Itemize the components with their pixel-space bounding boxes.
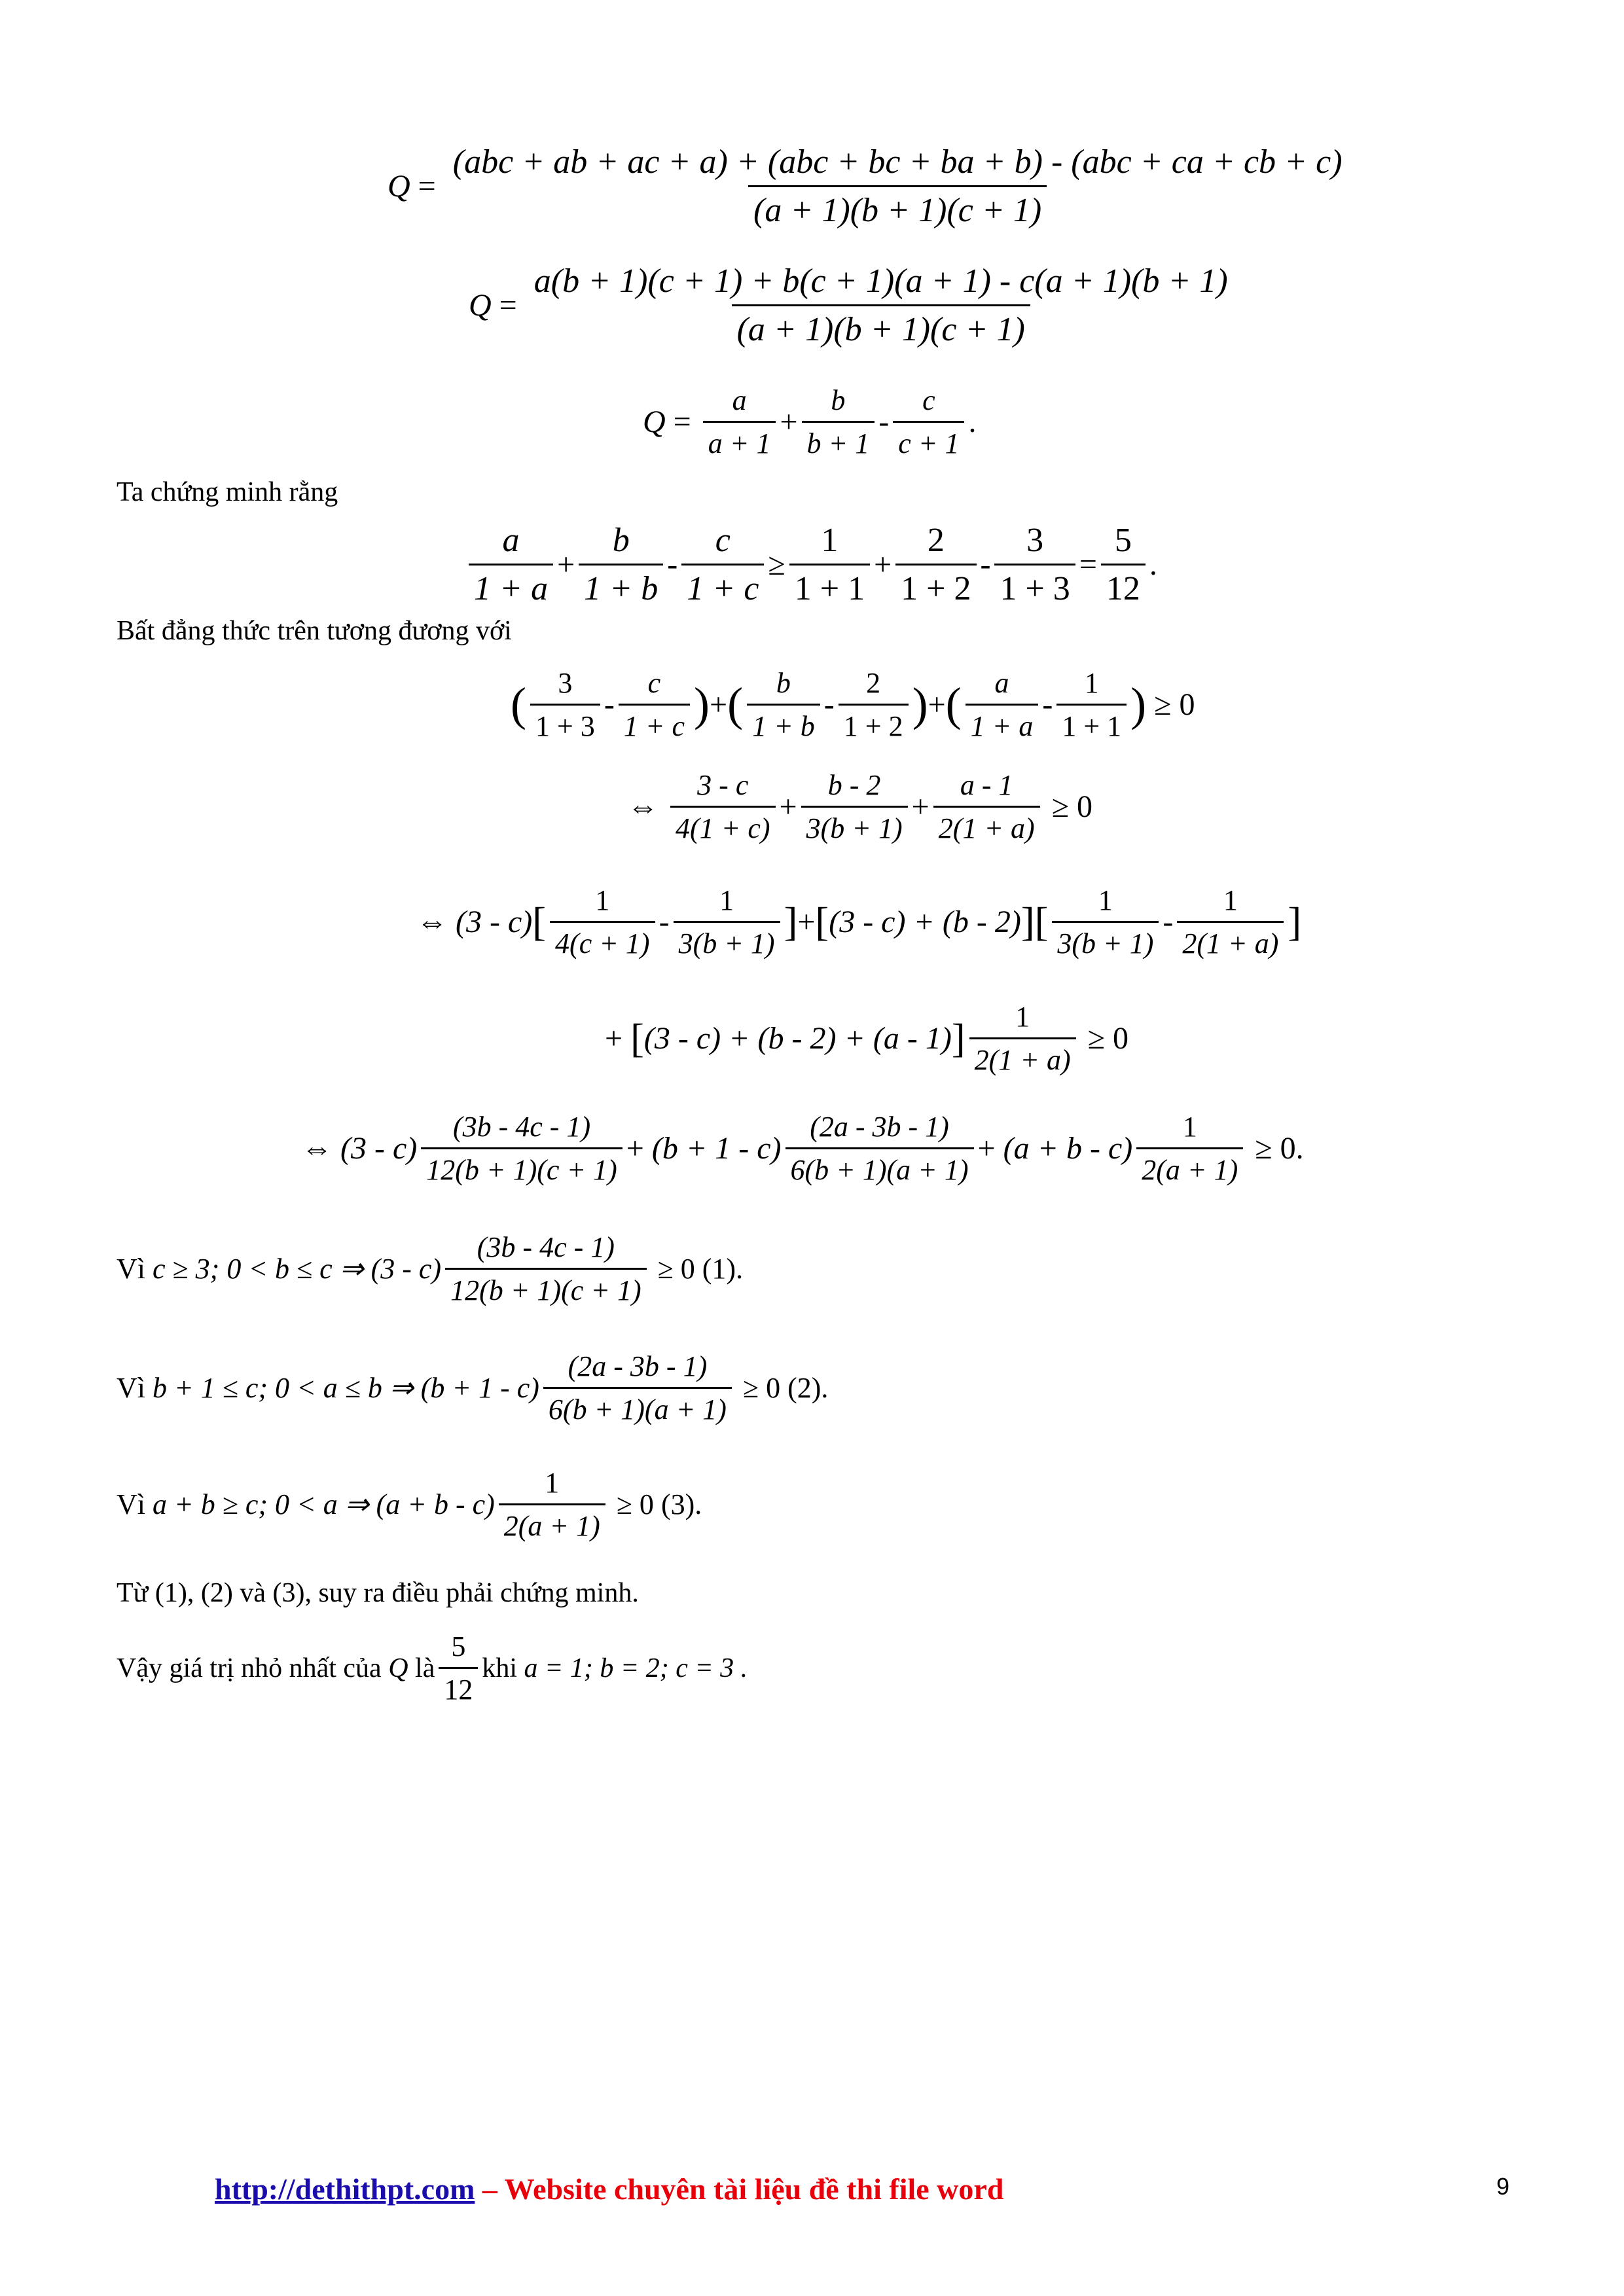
- reason-line-3: Vì a + b ≥ c; 0 < a ⇒ (a + b - c) $\frac{1}{2(a + 1)}$ ≥ 0 (3).: [117, 1467, 702, 1542]
- footer-dash: –: [475, 2172, 505, 2206]
- fraction: $\frac{c}{c + 1}$: [893, 384, 964, 460]
- equation-equiv-line3: ⇔ (3 - c) [ $\frac{1}{4(c + 1)}$ - $\frac{1}{3(b + 1)}$ ] + [ (3 - c) + (b - 2) ] [ $\frac{1}{3(b + 1)}$ - $\frac{1}{2(1 + a)}$ ]: [416, 884, 1302, 960]
- text-bdt-tuong-duong: Bất đẳng thức trên tương đương với: [117, 616, 512, 646]
- equation-inequality: $\frac{a}{1 + a}$ + $\frac{b}{1 + b}$ - $\frac{c}{1 + c}$ ≥ $\frac{1}{1 + 1}$ + $\frac{2}{1 + 2}$ - $\frac{3}{1 + 3}$ = $\frac{5}{12}$ .: [465, 521, 1157, 608]
- reason-line-2: Vì b + 1 ≤ c; 0 < a ≤ b ⇒ (b + 1 - c) $\frac{(2a - 3b - 1)}{6(b + 1)(a + 1)}$ ≥ 0 (2).: [117, 1350, 829, 1426]
- equation-equiv-line4: + [ (3 - c) + (b - 2) + (a - 1) ] $\frac{1}{2(1 + a)}$ ≥ 0: [605, 1001, 1128, 1076]
- reason-line-1: Vì c ≥ 3; 0 < b ≤ c ⇒ (3 - c) $\frac{(3b - 4c - 1)}{12(b + 1)(c + 1)}$ ≥ 0 (1).: [117, 1231, 744, 1306]
- fraction: $\frac{a(b + 1)(c + 1) + b(c + 1)(a + 1) - c(a + 1)(b + 1)}{(a + 1)(b + 1)(c + 1)}$: [533, 262, 1228, 348]
- page-number: 9: [1496, 2173, 1510, 2200]
- equation-q-line2: Q = $\frac{a(b + 1)(c + 1) + b(c + 1)(a + 1) - c(a + 1)(b + 1)}{(a + 1)(b + 1)(c + 1)}$: [469, 262, 1237, 349]
- equation-equiv-line1: ( $\frac{3}{1 + 3}$ - $\frac{c}{1 + c}$ ) + ( $\frac{b}{1 + b}$ - $\frac{2}{1 + 2}$ ) + ( $\frac{a}{1 + a}$ - $\frac{1}{1 + 1}$ ) ≥ 0: [511, 667, 1195, 742]
- final-answer-line: Vậy giá trị nhỏ nhất của Q là $\frac{5}{12}$ khi a = 1; b = 2; c = 3 .: [117, 1630, 748, 1706]
- equation-equiv-line2: ⇔ $\frac{3 - c}{4(1 + c)}$ + $\frac{b - 2}{3(b + 1)}$ + $\frac{a - 1}{2(1 + a)}$ ≥ 0: [627, 769, 1093, 844]
- footer-tagline: Website chuyên tài liệu đề thi file word: [504, 2172, 1004, 2206]
- fraction: $\frac{a}{a + 1}$: [703, 384, 776, 460]
- equation-equiv-line5: ⇔ (3 - c) $\frac{(3b - 4c - 1)}{12(b + 1)(c + 1)}$ + (b + 1 - c) $\frac{(2a - 3b - 1)}{6(b + 1)(a + 1)}$ + (a + b - c) $\frac{1}{2(a + 1)}$ ≥ 0.: [301, 1111, 1304, 1186]
- footer: [215, 2172, 1003, 2206]
- equation-q-line3: Q = $\frac{a}{a + 1}$ + $\frac{b}{b + 1}$ - $\frac{c}{c + 1}$ .: [643, 384, 977, 459]
- text-ta-chung-minh: Ta chứng minh rằng: [117, 477, 338, 507]
- footer-link[interactable]: http://dethithpt.com: [215, 2172, 475, 2206]
- fraction: (abc + ab + ac + a) + (abc + bc + ba + b) - (abc + ca + cb + c) (a + 1)(b + 1)(c + 1): [452, 143, 1343, 229]
- fraction: $\frac{b}{b + 1}$: [802, 384, 875, 460]
- equation-q-line1: Q = (abc + ab + ac + a) + (abc + bc + ba + b) - (abc + ca + cb + c) (a + 1)(b + 1)(c + 1): [388, 143, 1352, 230]
- text-conclusion: Từ (1), (2) và (3), suy ra điều phải chứng minh.: [117, 1578, 639, 1608]
